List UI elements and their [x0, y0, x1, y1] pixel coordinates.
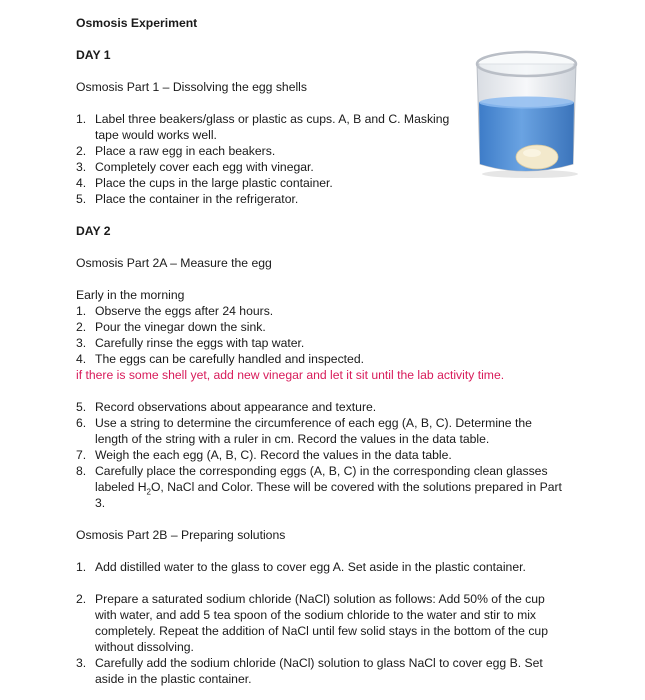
list-item: 1. Label three beakers/glass or plastic as cups. A, B and C. Masking tape would works well.: [76, 112, 450, 142]
list-item: 2. Place a raw egg in each beakers.: [76, 144, 276, 158]
list-item: 1. Observe the eggs after 24 hours.: [76, 304, 274, 318]
list-item: 3. Carefully add the sodium chloride (NaCl) solution to glass NaCl to cover egg B. Set aside in the plastic container.: [76, 656, 543, 686]
list-item: 4. Place the cups in the large plastic container.: [76, 176, 333, 190]
list-item: 1. Add distilled water to the glass to cover egg A. Set aside in the plastic container.: [76, 560, 526, 574]
list-item: 7. Weigh the each egg (A, B, C). Record the values in the data table.: [76, 448, 452, 462]
document-title: Osmosis Experiment: [76, 16, 198, 30]
list-item: 4. The eggs can be carefully handled and inspected.: [76, 352, 364, 366]
day2-heading: DAY 2: [76, 224, 111, 238]
list-item: 2. Prepare a saturated sodium chloride (NaCl) solution as follows: Add 50% of the cup with water, and add 5 tea spoon of the sodium chloride to the water and stir to mix completely. Repeat the addition of NaCl until few solid stays in the bottom of the cup without dissolving.: [76, 592, 548, 654]
list-item: 3. Completely cover each egg with vinegar.: [76, 160, 314, 174]
list-item: 8. Carefully place the corresponding eggs (A, B, C) in the corresponding clean glasses labeled $H_2O$, NaCl and Color. These will be covered with the solutions prepared in Part 3.: [76, 464, 562, 510]
list-item: 5. Record observations about appearance and texture.: [76, 400, 377, 414]
day1-heading: DAY 1: [76, 48, 111, 62]
part1-title: Osmosis Part 1 – Dissolving the egg shells: [76, 80, 307, 94]
list-item: 6. Use a string to determine the circumference of each egg (A, B, C). Determine the length of the string with a ruler in cm. Record the values in the data table.: [76, 416, 532, 446]
list-item: 5. Place the container in the refrigerator.: [76, 192, 299, 206]
part2a-title: Osmosis Part 2A – Measure the egg: [76, 256, 272, 270]
part2b-title: Osmosis Part 2B – Preparing solutions: [76, 528, 286, 542]
list-item: 3. Carefully rinse the eggs with tap water.: [76, 336, 305, 350]
warning-note: if there is some shell yet, add new vinegar and let it sit until the lab activity time.: [76, 368, 505, 382]
beaker-with-egg-illustration: [470, 44, 582, 180]
list-item: 2. Pour the vinegar down the sink.: [76, 320, 266, 334]
intro-text: Early in the morning: [76, 288, 185, 302]
